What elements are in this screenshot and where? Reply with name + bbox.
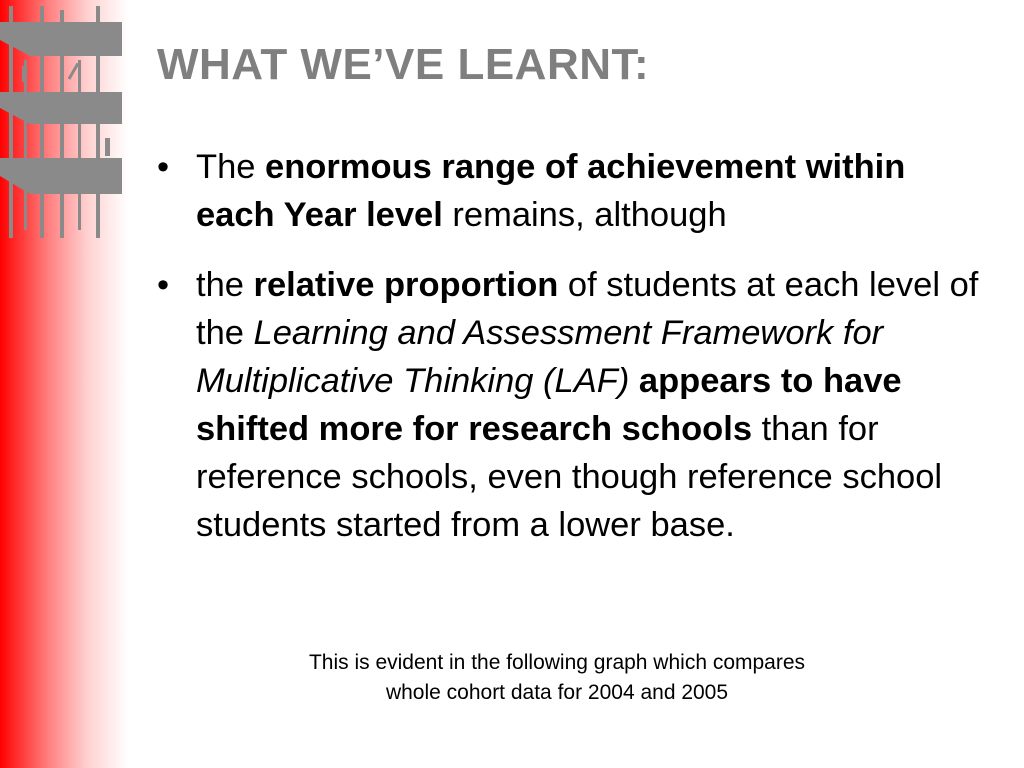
bullet-text-plain: the [196,266,254,304]
scaffold-graphic-icon [0,0,128,240]
slide-title: WHAT WE’VE LEARNT: [157,40,650,89]
bullet-text-plain: The [196,148,266,186]
footnote-caption [157,648,957,708]
bullet-text-plain: remains, although [442,196,727,234]
bullet-text-bold: appears to have shifted more for research schools [196,362,902,448]
bullet-marker: • [157,148,170,186]
bullet-item-proportion [157,261,987,549]
footnote-line-1: This is evident in the following graph which compares [308,651,806,674]
bullet-text-bold: relative proportion [253,266,559,304]
bullet-text-plain: than for reference schools, even though reference school students started from a lower base. [196,410,943,544]
bullet-item-range [157,143,987,239]
bullet-text-bold: enormous range of achievement within each Year level [196,148,906,234]
footnote-line-2: whole cohort data for 2004 and 2005 [385,681,729,704]
bullet-text-italic: Learning and Assessment Framework for Multiplicative Thinking (LAF) [196,314,884,400]
bullet-text-plain [629,362,639,400]
bullet-text-plain: of students at each level of the [196,266,979,352]
bullet-marker: • [157,266,170,304]
bullet-list [157,143,987,549]
